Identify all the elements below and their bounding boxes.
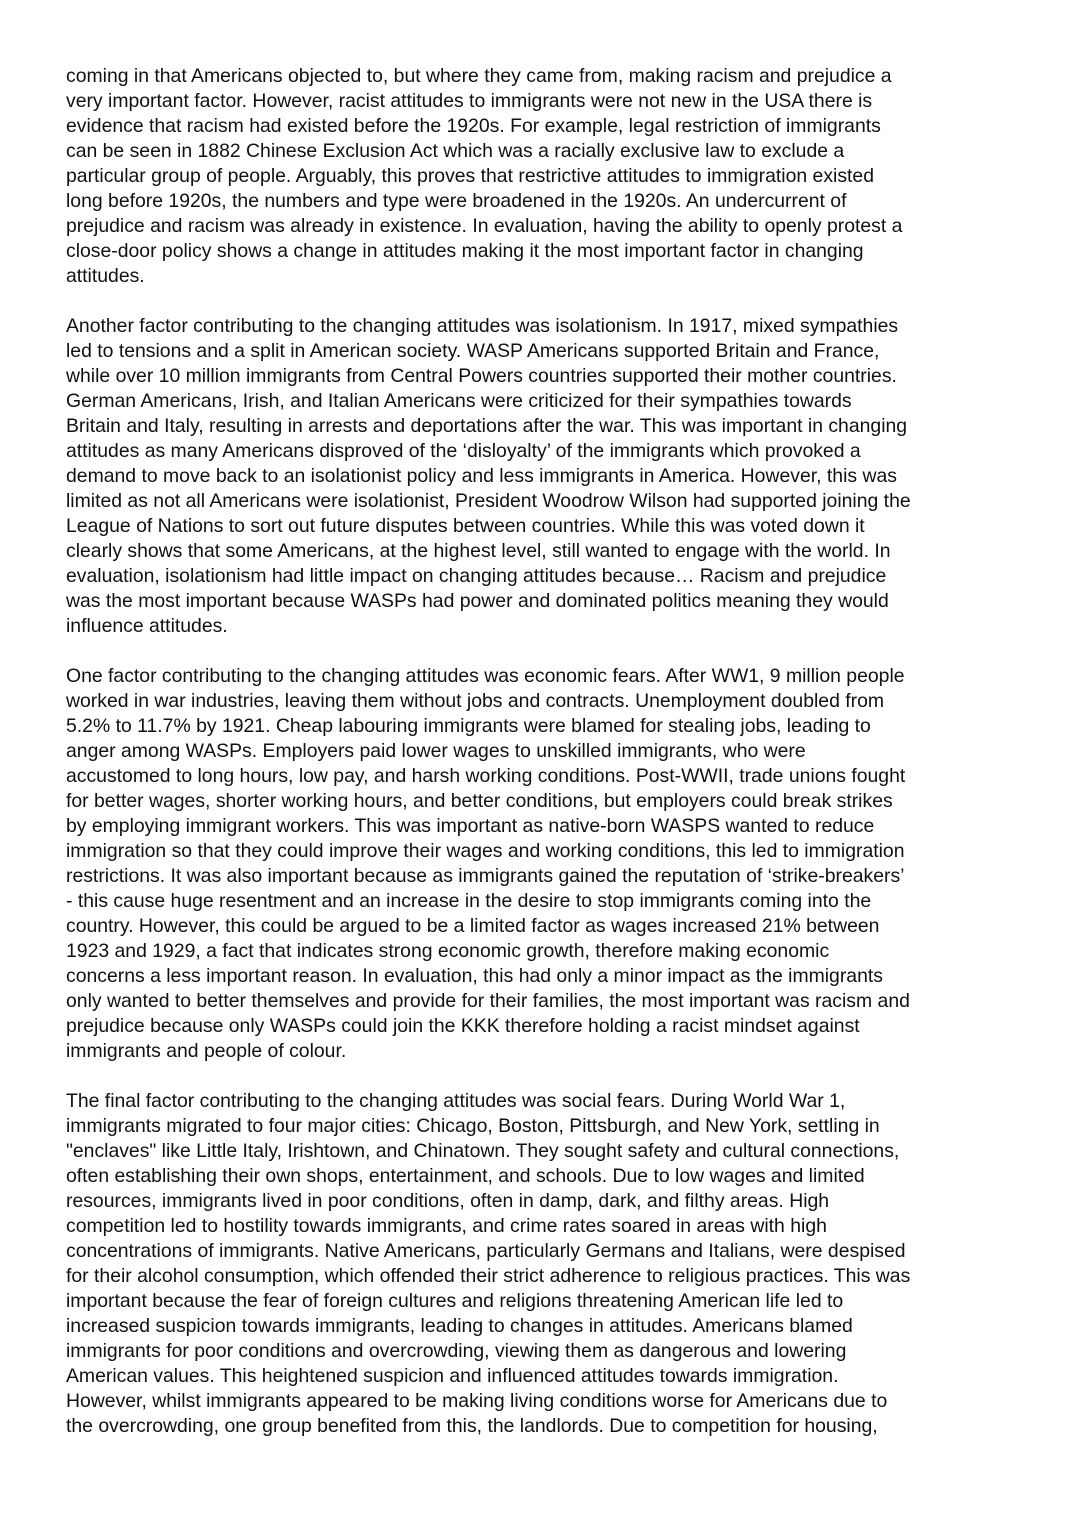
text-line: for their alcohol consumption, which offended their strict adherence to religious practices. This was: [66, 1265, 911, 1287]
text-line: the overcrowding, one group benefited from this, the landlords. Due to competition for housing,: [66, 1415, 878, 1437]
text-line: However, whilst immigrants appeared to be making living conditions worse for Americans due to: [66, 1390, 888, 1412]
text-line: competition led to hostility towards immigrants, and crime rates soared in areas with high: [66, 1215, 827, 1237]
text-line: important because the fear of foreign cultures and religions threatening American life led to: [66, 1290, 844, 1312]
text-line: 5.2% to 11.7% by 1921. Cheap labouring immigrants were blamed for stealing jobs, leading to: [66, 715, 871, 737]
paragraph-3: [66, 664, 1026, 1064]
text-line: very important factor. However, racist attitudes to immigrants were not new in the USA there is: [66, 90, 873, 112]
text-line: often establishing their own shops, entertainment, and schools. Due to low wages and limited: [66, 1165, 865, 1187]
paragraph-gap: [66, 1064, 1026, 1089]
text-line: League of Nations to sort out future disputes between countries. While this was voted down it: [66, 515, 865, 537]
text-line: concentrations of immigrants. Native Americans, particularly Germans and Italians, were despised: [66, 1240, 906, 1262]
paragraph-gap: [66, 289, 1026, 314]
text-line: while over 10 million immigrants from Central Powers countries supported their mother countries.: [66, 365, 897, 387]
text-line: prejudice and racism was already in existence. In evaluation, having the ability to openly protest a: [66, 215, 903, 237]
text-line: was the most important because WASPs had power and dominated politics meaning they would: [66, 590, 889, 612]
text-line: Britain and Italy, resulting in arrests and deportations after the war. This was important in changing: [66, 415, 908, 437]
text-line: close-door policy shows a change in attitudes making it the most important factor in changing: [66, 240, 864, 262]
text-line: American values. This heightened suspicion and influenced attitudes towards immigration.: [66, 1365, 839, 1387]
text-line: - this cause huge resentment and an increase in the desire to stop immigrants coming into the: [66, 890, 872, 912]
text-line: can be seen in 1882 Chinese Exclusion Act which was a racially exclusive law to exclude a: [66, 140, 845, 162]
document-page: [66, 64, 1026, 1439]
text-line: demand to move back to an isolationist policy and less immigrants in America. However, this was: [66, 465, 897, 487]
text-line: "enclaves" like Little Italy, Irishtown, and Chinatown. They sought safety and cultural connections,: [66, 1140, 900, 1162]
text-line: German Americans, Irish, and Italian Americans were criticized for their sympathies towards: [66, 390, 852, 412]
text-line: 1923 and 1929, a fact that indicates strong economic growth, therefore making economic: [66, 940, 830, 962]
text-line: attitudes as many Americans disproved of the ‘disloyalty’ of the immigrants which provoked a: [66, 440, 861, 462]
paragraph-4: [66, 1089, 1026, 1439]
text-line: restrictions. It was also important because as immigrants gained the reputation of ‘strike-breakers’: [66, 865, 905, 887]
text-line: attitudes.: [66, 265, 145, 287]
text-line: particular group of people. Arguably, this proves that restrictive attitudes to immigration existed: [66, 165, 874, 187]
text-line: limited as not all Americans were isolationist, President Woodrow Wilson had supported joining the: [66, 490, 911, 512]
text-line: long before 1920s, the numbers and type were broadened in the 1920s. An undercurrent of: [66, 190, 847, 212]
text-line: anger among WASPs. Employers paid lower wages to unskilled immigrants, who were: [66, 740, 806, 762]
text-line: The final factor contributing to the changing attitudes was social fears. During World War 1,: [66, 1090, 846, 1112]
text-line: immigrants migrated to four major cities: Chicago, Boston, Pittsburgh, and New York, settling in: [66, 1115, 880, 1137]
text-line: only wanted to better themselves and provide for their families, the most important was racism and: [66, 990, 910, 1012]
text-line: One factor contributing to the changing attitudes was economic fears. After WW1, 9 million people: [66, 665, 905, 687]
text-line: clearly shows that some Americans, at the highest level, still wanted to engage with the world. In: [66, 540, 891, 562]
text-line: increased suspicion towards immigrants, leading to changes in attitudes. Americans blamed: [66, 1315, 853, 1337]
paragraph-1: [66, 64, 1026, 289]
text-line: accustomed to long hours, low pay, and harsh working conditions. Post-WWII, trade unions fought: [66, 765, 906, 787]
text-line: influence attitudes.: [66, 615, 228, 637]
text-line: immigration so that they could improve their wages and working conditions, this led to immigration: [66, 840, 905, 862]
paragraph-2: [66, 314, 1026, 639]
paragraph-gap: [66, 639, 1026, 664]
text-line: immigrants and people of colour.: [66, 1040, 347, 1062]
text-line: for better wages, shorter working hours, and better conditions, but employers could break strikes: [66, 790, 893, 812]
text-line: country. However, this could be argued to be a limited factor as wages increased 21% between: [66, 915, 880, 937]
text-line: led to tensions and a split in American society. WASP Americans supported Britain and France,: [66, 340, 880, 362]
text-line: prejudice because only WASPs could join the KKK therefore holding a racist mindset against: [66, 1015, 860, 1037]
text-line: evaluation, isolationism had little impact on changing attitudes because… Racism and prejudice: [66, 565, 887, 587]
text-line: Another factor contributing to the changing attitudes was isolationism. In 1917, mixed sympathies: [66, 315, 899, 337]
text-line: concerns a less important reason. In evaluation, this had only a minor impact as the immigrants: [66, 965, 883, 987]
text-line: immigrants for poor conditions and overcrowding, viewing them as dangerous and lowering: [66, 1340, 847, 1362]
text-line: by employing immigrant workers. This was important as native-born WASPS wanted to reduce: [66, 815, 875, 837]
text-line: coming in that Americans objected to, but where they came from, making racism and prejudice a: [66, 65, 892, 87]
text-line: evidence that racism had existed before the 1920s. For example, legal restriction of immigrants: [66, 115, 881, 137]
text-line: worked in war industries, leaving them without jobs and contracts. Unemployment doubled from: [66, 690, 885, 712]
text-line: resources, immigrants lived in poor conditions, often in damp, dark, and filthy areas. High: [66, 1190, 830, 1212]
